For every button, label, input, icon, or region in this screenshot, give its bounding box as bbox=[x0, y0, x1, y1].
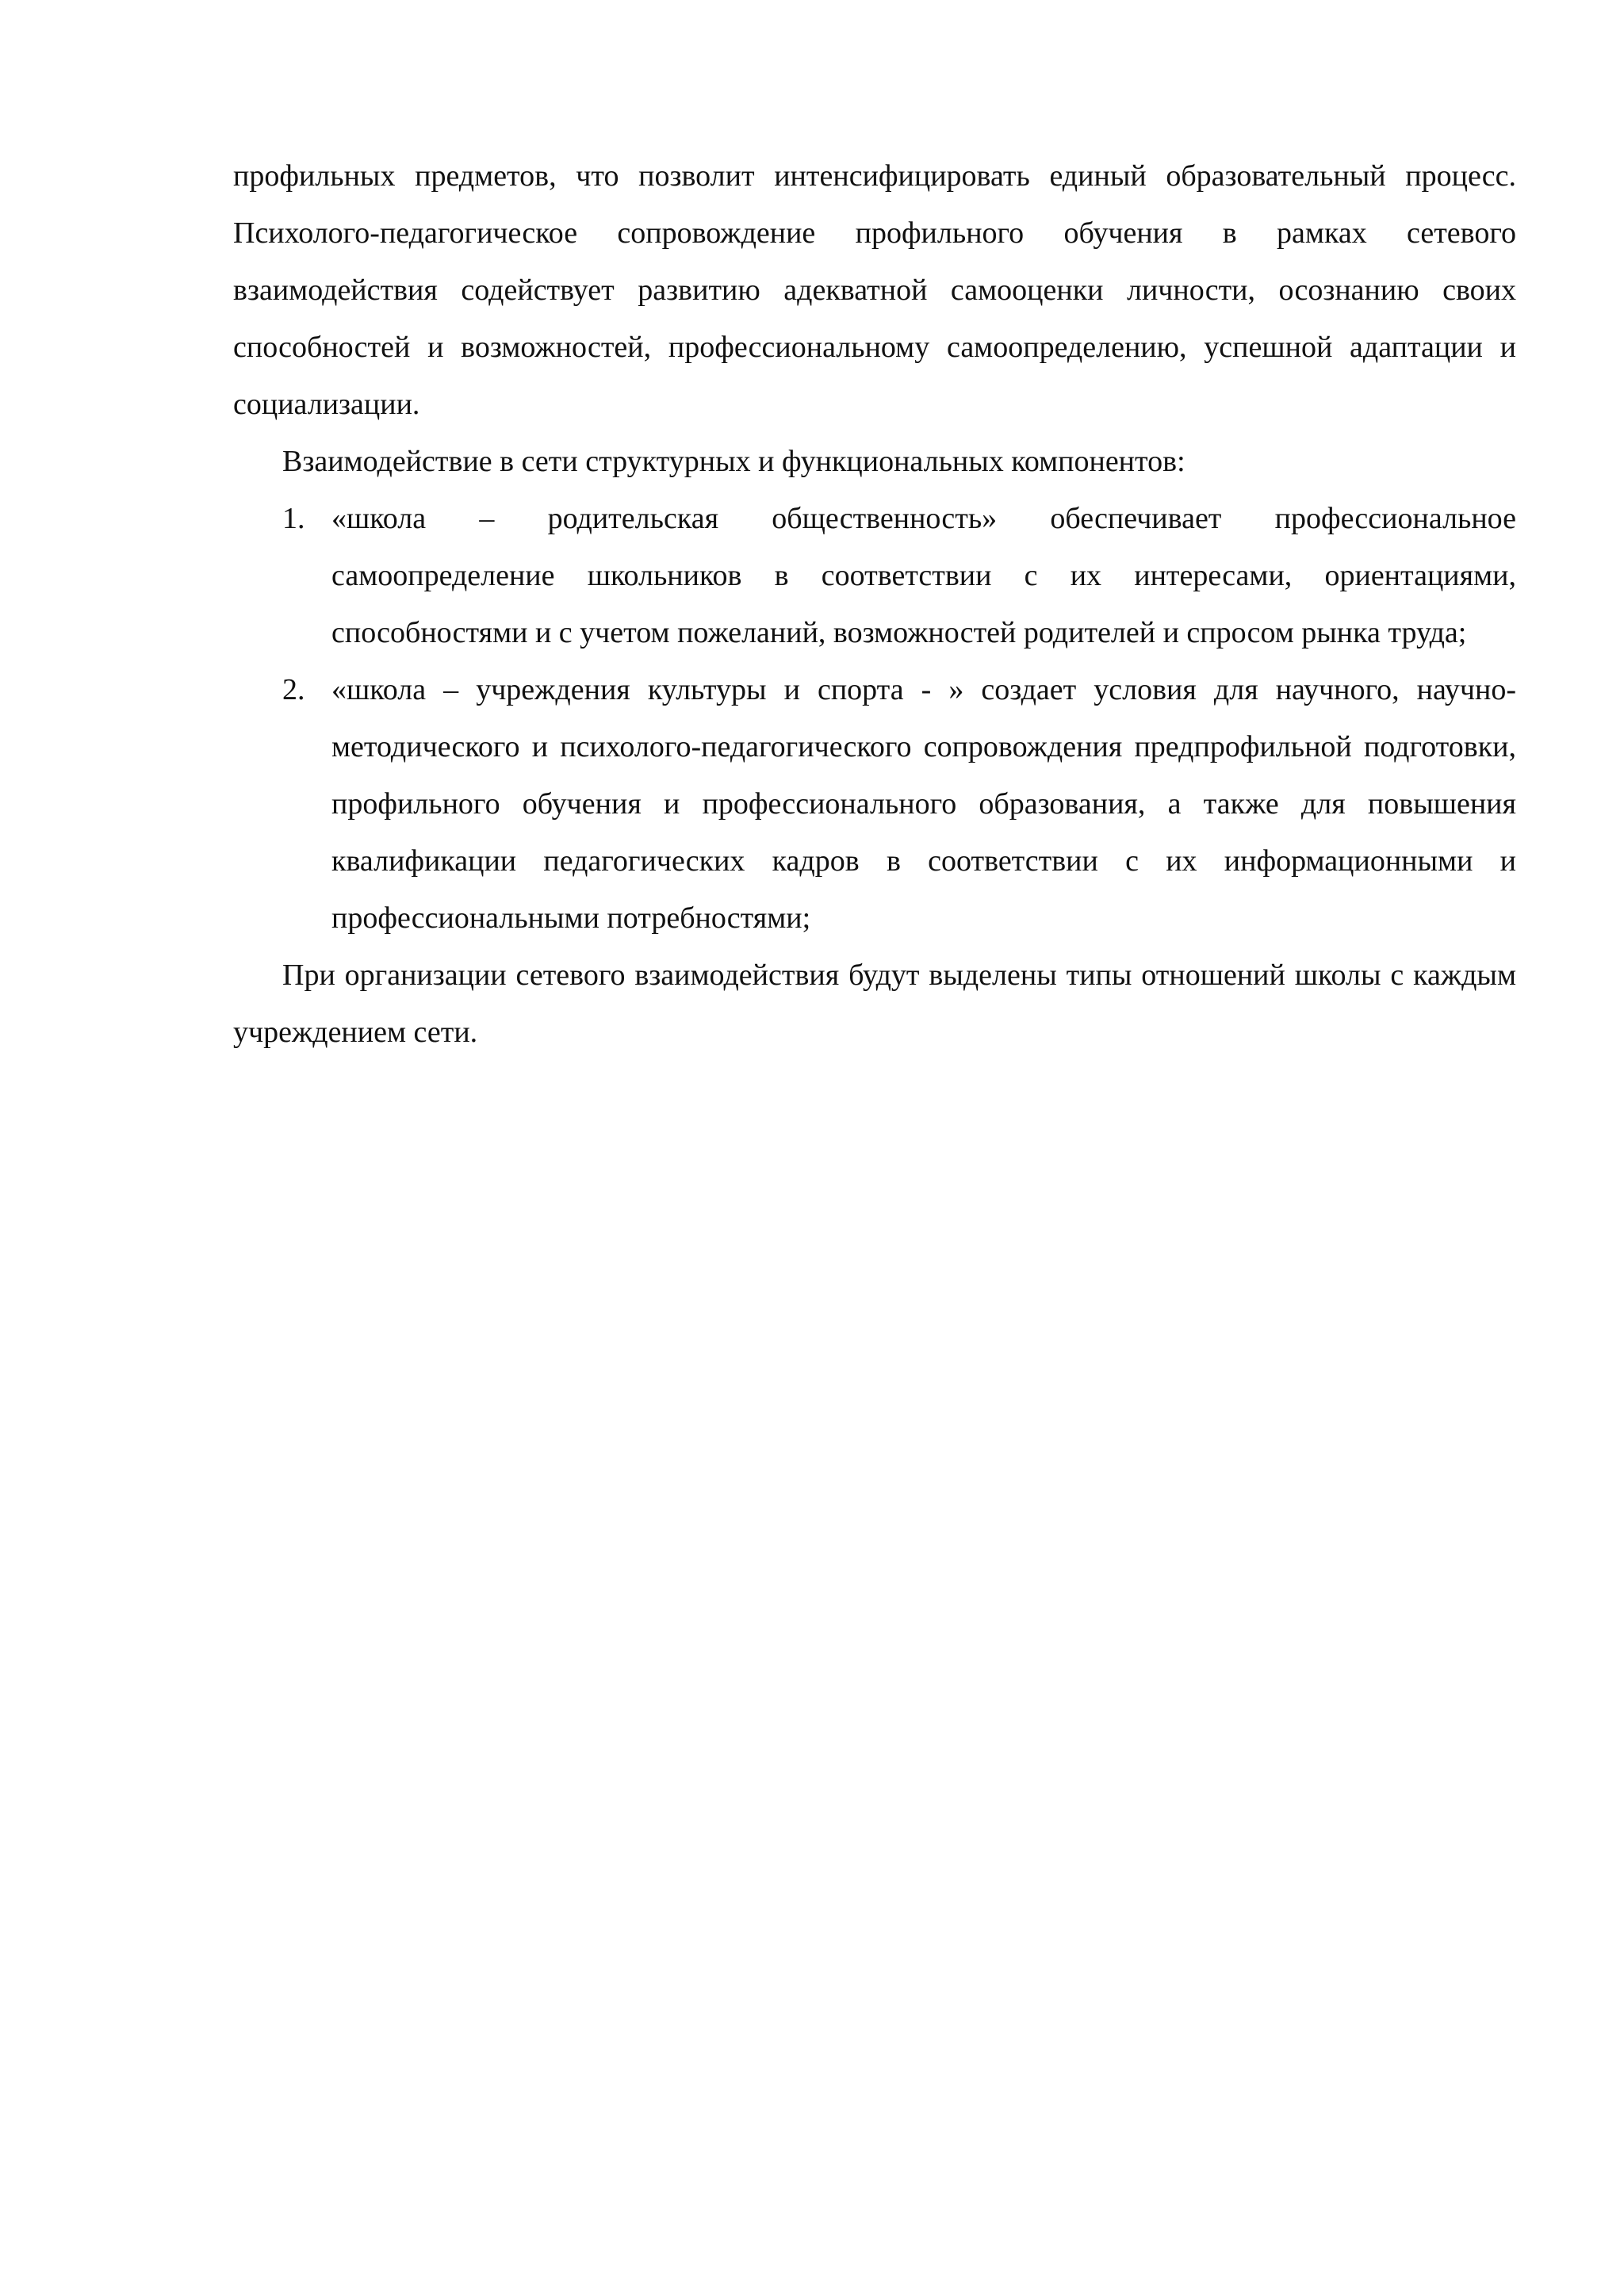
list-item-number: 1. bbox=[282, 502, 305, 535]
list-item-number: 2. bbox=[282, 673, 305, 706]
paragraph-closing: При организации сетевого взаимодействия будут выделены типы отношений школы с каждым учреждением сети. bbox=[233, 959, 1516, 1049]
document-body bbox=[233, 147, 1516, 1061]
list-item-text: «школа – родительская общественность» обеспечивает профессиональное самоопределение школьников в соответствии с их интересами, ориентациями, способностями и с учетом пожеланий, возможностей родителей и спросом рынка труда; bbox=[331, 502, 1516, 649]
paragraph-intro: профильных предметов, что позволит интенсифицировать единый образовательный процесс. Психолого-педагогическое сопровождение профильного обучения в рамках сетевого взаимодействия содействует развитию адекватной самооценки личности, осознанию своих способностей и возможностей, профессиональному самоопределению, успешной адаптации и социализации. bbox=[233, 159, 1516, 421]
paragraph-network-components: Взаимодействие в сети структурных и функциональных компонентов: bbox=[282, 445, 1185, 478]
component-list bbox=[233, 490, 1516, 947]
list-item-text: «школа – учреждения культуры и спорта - » создает условия для научного, научно-методического и психолого-педагогического сопровождения предпрофильной подготовки, профильного обучения и профессионального образования, а также для повышения квалификации педагогических кадров в соответствии с их информационными и профессиональными потребностями; bbox=[331, 673, 1516, 935]
list-item bbox=[233, 661, 1516, 947]
list-item bbox=[233, 490, 1516, 661]
